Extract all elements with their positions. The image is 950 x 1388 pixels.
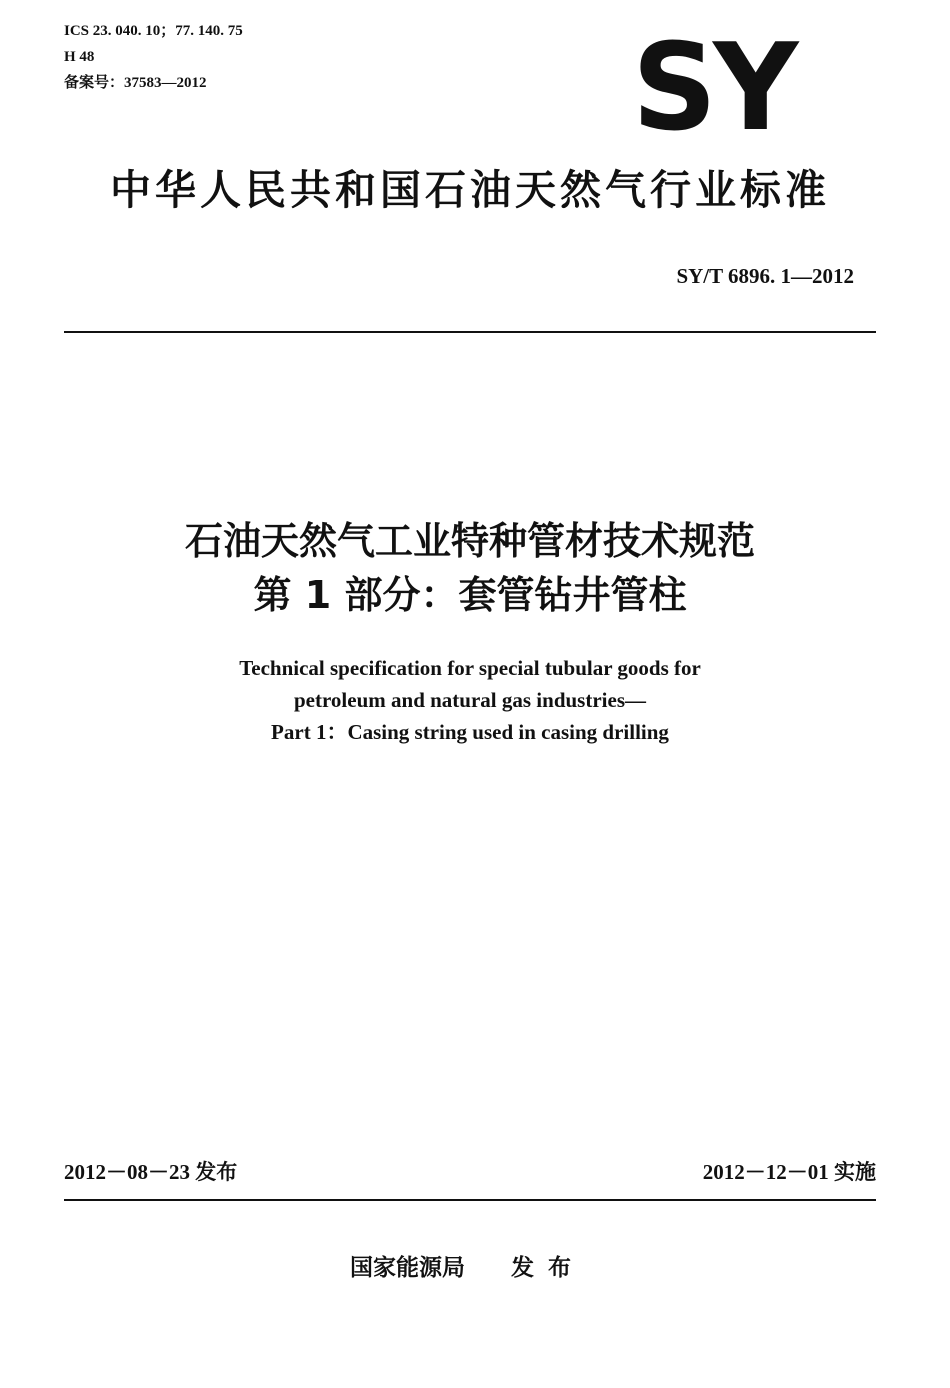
bottom-divider [64, 1199, 876, 1201]
classification-code: H 48 [64, 49, 95, 65]
publisher-name: 国家能源局 [350, 1255, 465, 1281]
standard-number: SY/T 6896. 1—2012 [676, 264, 854, 288]
top-divider [64, 331, 876, 333]
english-title-line-3: Part 1：Casing string used in casing drilling [271, 720, 669, 744]
effective-date: 2012－12－01 实施 [702, 1160, 876, 1184]
english-title [64, 652, 876, 748]
chinese-title-line-2: 第 1 部分：套管钻井管柱 [253, 573, 687, 617]
publisher-action: 发布 [511, 1255, 585, 1281]
org-title: 中华人民共和国石油天然气行业标准 [110, 166, 830, 214]
issue-date: 2012－08－23 发布 [64, 1160, 238, 1184]
chinese-title [64, 514, 876, 622]
record-number: 备案号：37583—2012 [64, 75, 207, 91]
ics-code: ICS 23. 040. 10；77. 140. 75 [64, 23, 243, 39]
english-title-line-2: petroleum and natural gas industries— [294, 688, 646, 712]
sy-logo: SY [632, 16, 795, 158]
english-title-line-1: Technical specification for special tubular goods for [239, 656, 701, 680]
document-metadata [64, 18, 243, 96]
publisher-line [350, 1252, 585, 1284]
chinese-title-line-1: 石油天然气工业特种管材技术规范 [184, 519, 755, 563]
